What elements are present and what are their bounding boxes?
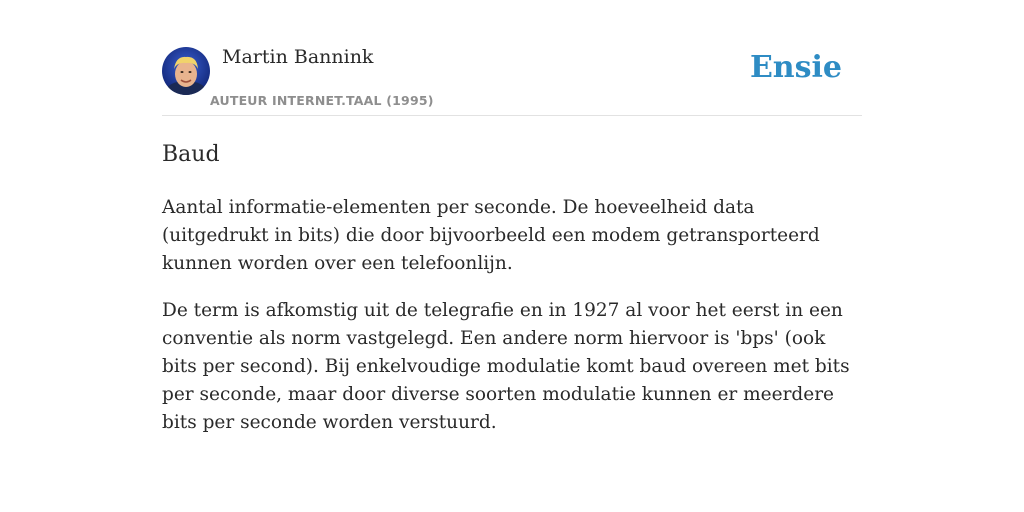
entry-header — [162, 44, 862, 116]
entry-card — [162, 44, 862, 437]
author-name[interactable]: Martin Bannink — [222, 46, 374, 68]
entry-title: Baud — [162, 142, 220, 167]
entry-paragraph: Aantal informatie-elementen per seconde. De hoeveelheid data (uitgedrukt in bits) die door bijvoorbeeld een modem getransporteerd kunnen worden over een telefoonlijn. — [162, 197, 820, 274]
author-avatar[interactable] — [162, 47, 210, 95]
entry-paragraph: De term is afkomstig uit de telegrafie en in 1927 al voor het eerst in een conventie als norm vastgelegd. Een andere norm hiervoor is 'bps' (ook bits per second). Bij enkelvoudige modulatie komt baud overeen met bits per seconde, maar door diverse soorten modulatie kunnen er meerdere bits per seconde worden verstuurd. — [162, 300, 850, 433]
author-photo — [162, 47, 210, 95]
ensie-logo[interactable]: Ensie — [749, 50, 842, 85]
author-role: AUTEUR INTERNET.TAAL (1995) — [210, 93, 434, 108]
